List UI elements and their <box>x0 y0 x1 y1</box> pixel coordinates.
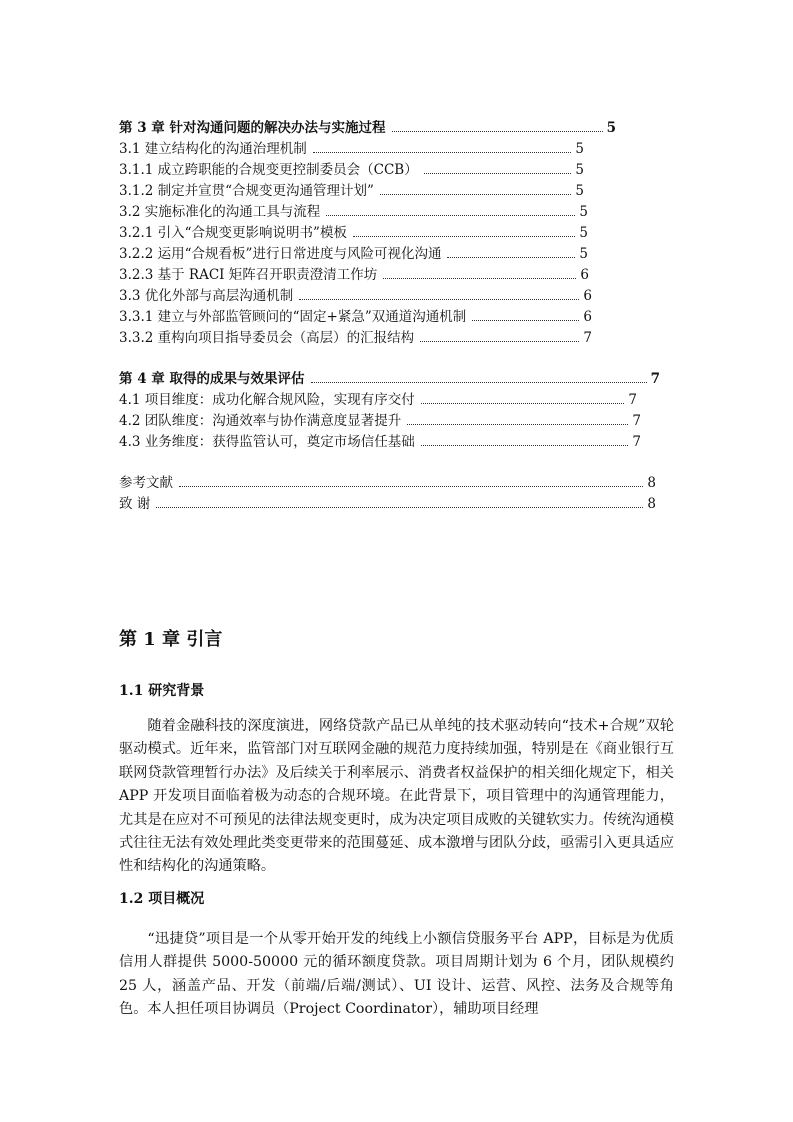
toc-page-number: 5 <box>579 225 588 241</box>
toc-label: 3.2 实施标准化的沟通工具与流程 <box>119 204 321 220</box>
toc-leader-dots <box>179 486 643 487</box>
toc-entry-references[interactable] <box>119 472 656 492</box>
section-paragraph-1-1: 随着金融科技的深度演进，网络贷款产品已从单纯的技术驱动转向“技术+合规”双轮驱动模式。近年来，监管部门对互联网金融的规范力度持续加强，特别是在《商业银行互联网贷款管理暂行办法》及后续关于利率展示、消费者权益保护的相关细化规定下，相关 APP 开发项目面临着极为动态的合规环境。在此背景下，项目管理中的沟通管理能力，尤其是在应对不可预见的法律法规变更时，成为决定项目成败的关键软实力。传统沟通模式往往无法有效处理此类变更带来的范围蔓延、成本激增与团队分歧，亟需引入更具适应性和结构化的沟通策略。 <box>119 718 674 875</box>
toc-entry-3-2-1[interactable] <box>119 222 588 242</box>
section-heading-1-1: 1.1 研究背景 <box>119 683 205 699</box>
toc-leader-dots <box>407 424 628 425</box>
toc-entry-3-2[interactable] <box>119 201 588 221</box>
toc-label: 第 4 章 取得的成果与效果评估 <box>119 371 305 387</box>
toc-leader-dots <box>421 403 625 404</box>
toc-page-number: 7 <box>583 330 592 346</box>
toc-label: 3.3.1 建立与外部监管顾问的“固定+紧急”双通道沟通机制 <box>119 309 467 325</box>
toc-leader-dots <box>383 278 576 279</box>
toc-leader-dots <box>424 173 572 174</box>
toc-page-number: 7 <box>632 434 641 450</box>
section-heading-1-2: 1.2 项目概况 <box>119 891 205 907</box>
toc-entry-4-2[interactable] <box>119 410 641 430</box>
section-paragraph-1-2: “迅捷贷”项目是一个从零开始开发的纯线上小额信贷服务平台 APP，目标是为优质信用人群提供 5000-50000 元的循环额度贷款。项目周期计划为 6 个月，团队规模约 25 人，涵盖产品、开发（前端/后端/测试）、UI 设计、运营、风控、法务及合规等角色。本人担任项目协调员（Project Coordinator），辅助项目经理 <box>119 931 674 1018</box>
toc-leader-dots <box>392 131 603 132</box>
toc-page-number: 6 <box>583 288 592 304</box>
toc-page-number: 5 <box>575 141 584 157</box>
toc-label: 3.3.2 重构向项目指导委员会（高层）的汇报结构 <box>119 330 415 346</box>
toc-entry-3-2-3[interactable] <box>119 264 589 284</box>
toc-entry-3-3-2[interactable] <box>119 327 592 347</box>
toc-label: 3.2.2 运用“合规看板”进行日常进度与风险可视化沟通 <box>119 246 442 262</box>
toc-entry-chapter-4[interactable] <box>119 368 660 388</box>
toc-page-number: 6 <box>580 267 589 283</box>
toc-leader-dots <box>326 215 575 216</box>
toc-entry-chapter-3[interactable] <box>119 117 616 137</box>
toc-page-number: 6 <box>583 309 592 325</box>
toc-entry-3-3-1[interactable] <box>119 306 592 326</box>
toc-leader-dots <box>380 194 571 195</box>
toc-label: 3.1.1 成立跨职能的合规变更控制委员会（CCB） <box>119 162 418 178</box>
toc-leader-dots <box>156 507 643 508</box>
toc-leader-dots <box>353 236 575 237</box>
toc-leader-dots <box>421 445 629 446</box>
toc-entry-3-2-2[interactable] <box>119 243 588 263</box>
toc-label: 3.1 建立结构化的沟通治理机制 <box>119 141 307 157</box>
toc-page-number: 5 <box>579 204 588 220</box>
toc-entry-3-1-1[interactable] <box>119 159 584 179</box>
toc-page-number: 5 <box>606 120 616 136</box>
toc-entry-3-1[interactable] <box>119 138 584 158</box>
toc-entry-3-1-2[interactable] <box>119 180 584 200</box>
toc-label: 4.3 业务维度：获得监管认可，奠定市场信任基础 <box>119 434 415 450</box>
toc-page-number: 8 <box>647 496 656 512</box>
toc-leader-dots <box>420 341 579 342</box>
toc-leader-dots <box>311 382 647 383</box>
toc-entry-4-1[interactable] <box>119 389 637 409</box>
toc-leader-dots <box>299 299 579 300</box>
toc-label: 3.1.2 制定并宣贯“合规变更沟通管理计划” <box>119 183 374 199</box>
toc-page-number: 5 <box>575 162 584 178</box>
toc-page-number: 5 <box>579 246 588 262</box>
toc-label: 4.2 团队维度：沟通效率与协作满意度显著提升 <box>119 413 402 429</box>
toc-page-number: 7 <box>632 413 641 429</box>
toc-label: 4.1 项目维度：成功化解合规风险，实现有序交付 <box>119 392 415 408</box>
toc-page-number: 5 <box>575 183 584 199</box>
toc-label: 3.2.1 引入“合规变更影响说明书”模板 <box>119 225 347 241</box>
toc-entry-4-3[interactable] <box>119 431 641 451</box>
toc-label: 第 3 章 针对沟通问题的解决办法与实施过程 <box>119 120 386 136</box>
toc-page-number: 7 <box>628 392 637 408</box>
toc-leader-dots <box>313 152 572 153</box>
chapter-title: 第 1 章 引言 <box>119 629 223 650</box>
toc-entry-3-3[interactable] <box>119 285 592 305</box>
toc-entry-acknowledgements[interactable] <box>119 493 656 513</box>
toc-page-number: 8 <box>647 475 656 491</box>
toc-label: 致 谢 <box>119 496 151 512</box>
toc-label: 3.3 优化外部与高层沟通机制 <box>119 288 294 304</box>
toc-leader-dots <box>472 320 579 321</box>
toc-leader-dots <box>447 257 575 258</box>
toc-label: 3.2.3 基于 RACI 矩阵召开职责澄清工作坊 <box>119 267 378 283</box>
toc-label: 参考文献 <box>119 475 173 491</box>
toc-page-number: 7 <box>650 371 660 387</box>
